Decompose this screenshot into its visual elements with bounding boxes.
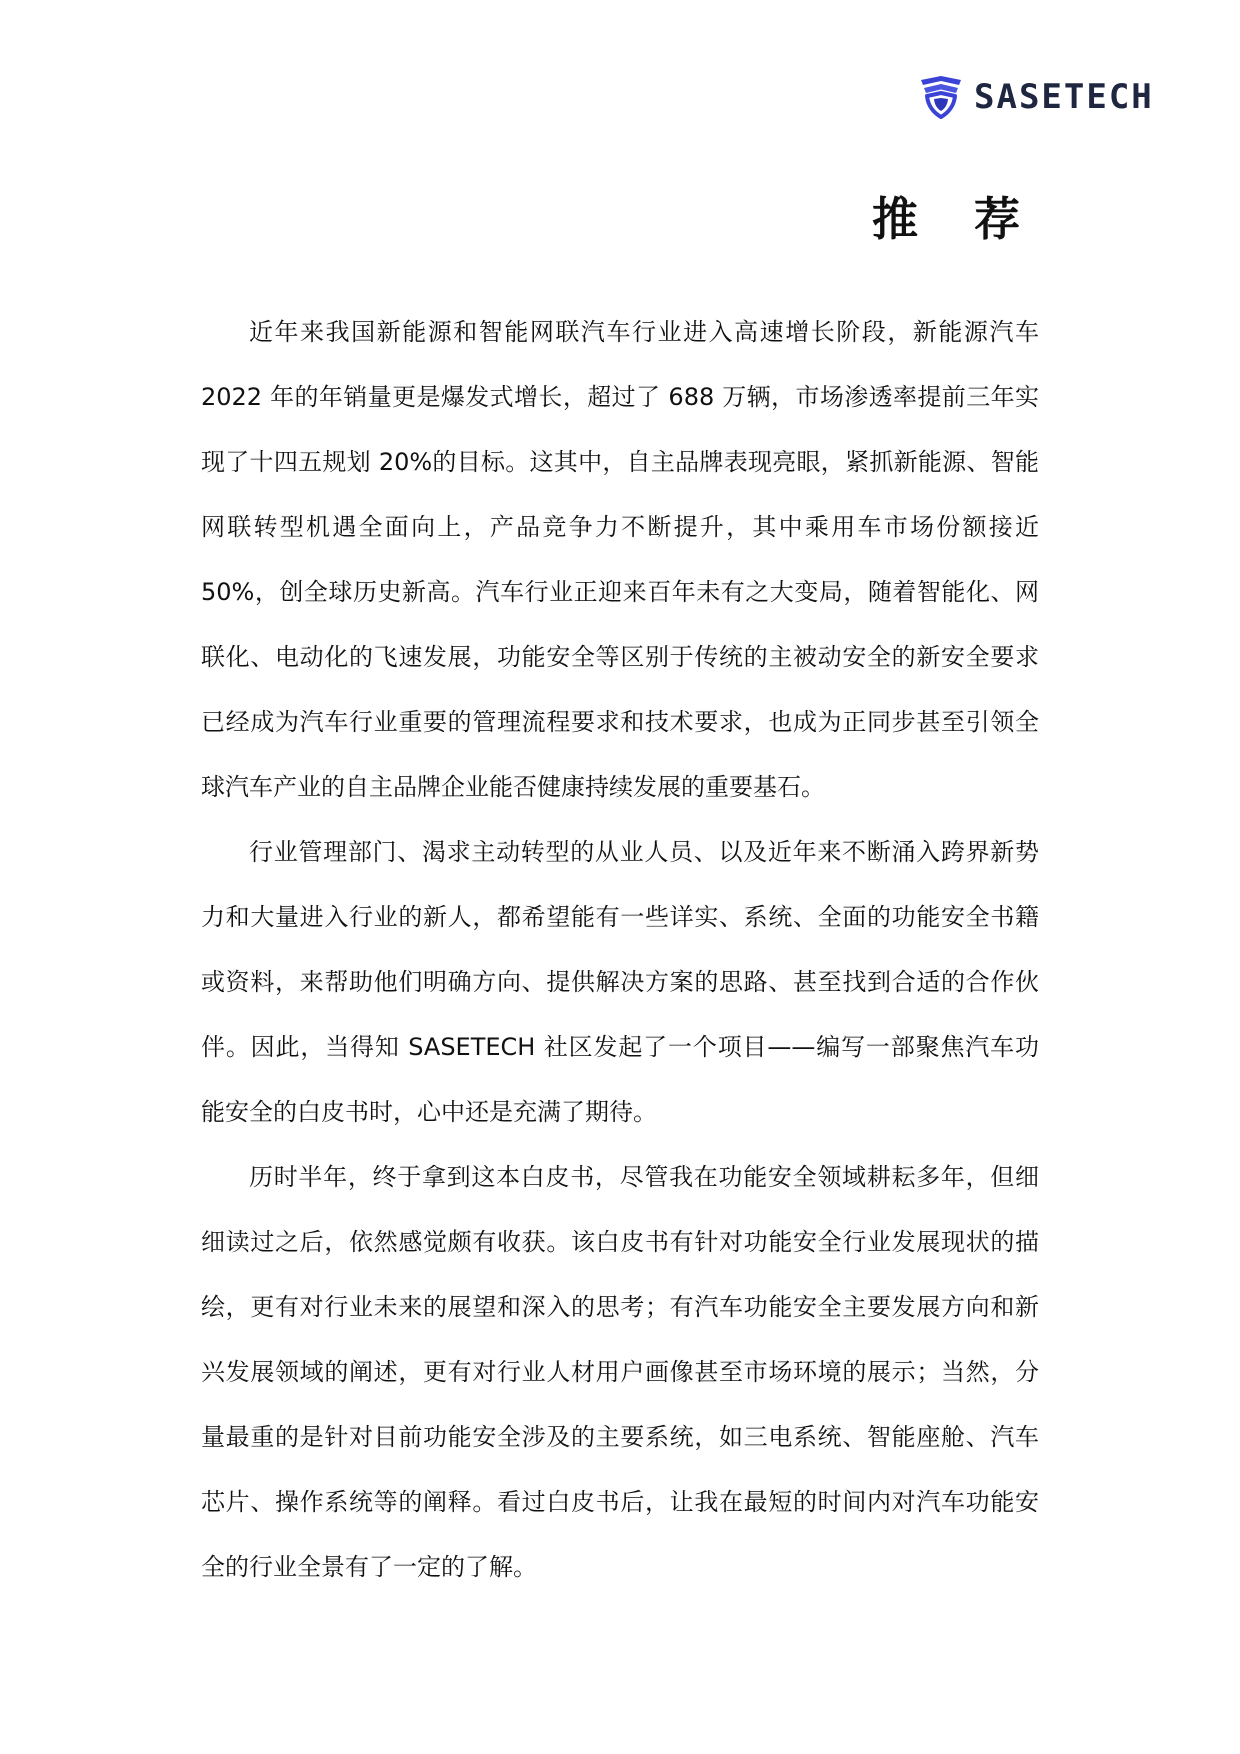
recommendation-body xyxy=(201,300,1039,1600)
paragraph-3: 历时半年，终于拿到这本白皮书，尽管我在功能安全领域耕耘多年，但细细读过之后，依然感觉颇有收获。该白皮书有针对功能安全行业发展现状的描绘，更有对行业未来的展望和深入的思考；有汽车功能安全主要发展方向和新兴发展领域的阐述，更有对行业人材用户画像甚至市场环境的展示；当然，分量最重的是针对目前功能安全涉及的主要系统，如三电系统、智能座舱、汽车芯片、操作系统等的阐释。看过白皮书后，让我在最短的时间内对汽车功能安全的行业全景有了一定的了解。 xyxy=(201,1163,1039,1581)
paragraph-2: 行业管理部门、渴求主动转型的从业人员、以及近年来不断涌入跨界新势力和大量进入行业的新人，都希望能有一些详实、系统、全面的功能安全书籍或资料，来帮助他们明确方向、提供解决方案的思路、甚至找到合适的合作伙伴。因此，当得知 SASETECH 社区发起了一个项目——编写一部聚焦汽车功能安全的白皮书时，心中还是充满了期待。 xyxy=(201,838,1039,1126)
page-title: 推 荐 xyxy=(871,192,1040,246)
paragraph-1: 近年来我国新能源和智能网联汽车行业进入高速增长阶段，新能源汽车 2022 年的年销量更是爆发式增长，超过了 688 万辆，市场渗透率提前三年实现了十四五规划 20%的目标。这其中，自主品牌表现亮眼，紧抓新能源、智能网联转型机遇全面向上，产品竞争力不断提升，其中乘用车市场份额接近 50%，创全球历史新高。汽车行业正迎来百年未有之大变局，随着智能化、网联化、电动化的飞速发展，功能安全等区别于传统的主被动安全的新安全要求已经成为汽车行业重要的管理流程要求和技术要求，也成为正同步甚至引领全球汽车产业的自主品牌企业能否健康持续发展的重要基石。 xyxy=(201,318,1039,801)
brand-logo xyxy=(918,74,1154,120)
sasetech-shield-logo-icon xyxy=(918,74,964,120)
brand-name: SASETECH xyxy=(974,77,1154,117)
